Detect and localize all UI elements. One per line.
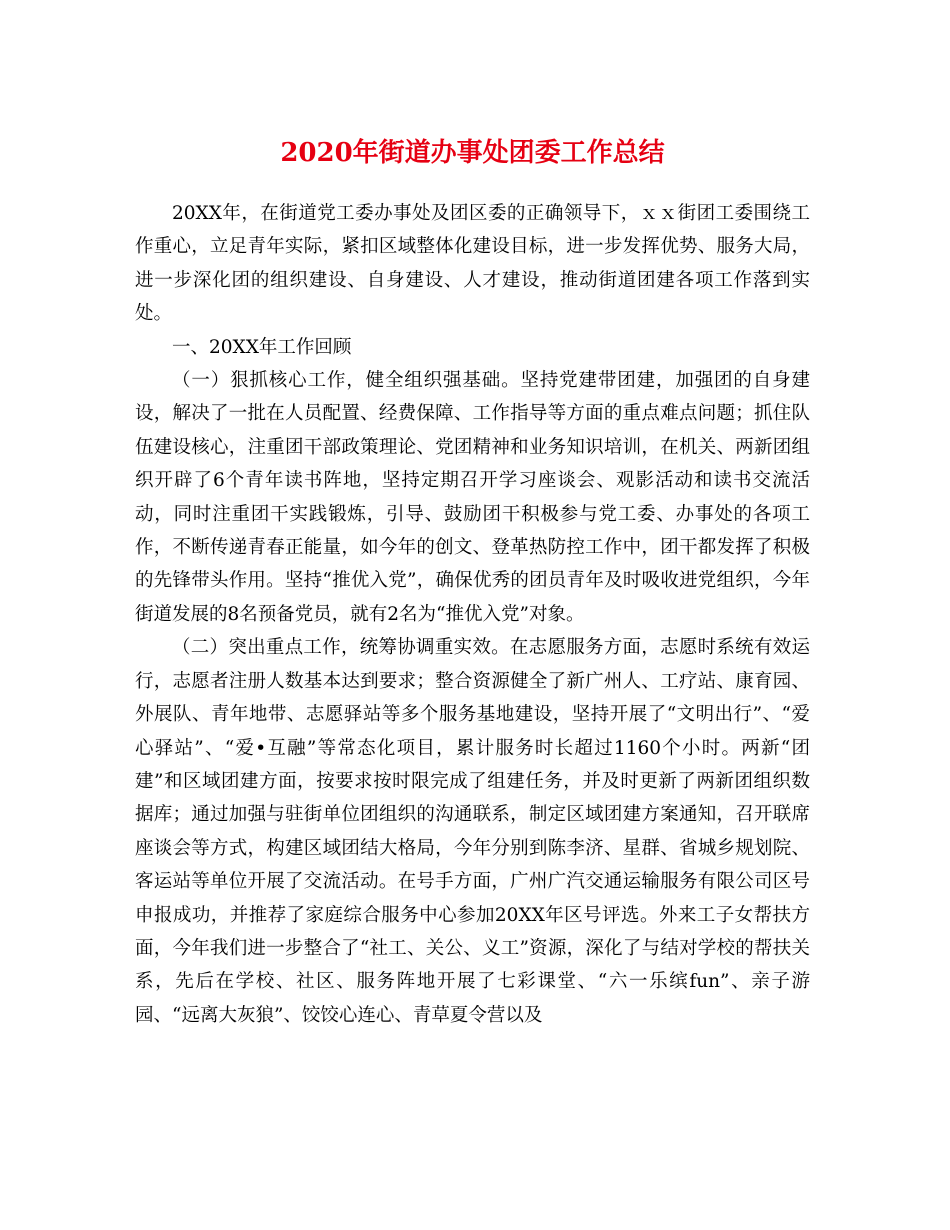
section-heading: 一、20XX年工作回顾: [172, 336, 352, 358]
document-title: 2020年街道办事处团委工作总结: [280, 138, 665, 168]
section-2-paragraph: （二）突出重点工作，统筹协调重实效。在志愿服务方面，志愿时系统有效运行，志愿者注册人数基本达到要求；整合资源健全了新广州人、工疗站、康育园、外展队、青年地带、志愿驿站等多个服务基地建设，坚持开展了“文明出行”、“爱心驿站”、“爱•互融”等常态化项目，累计服务时长超过1160个小时。两新“团建”和区域团建方面，按要求按时限完成了组建任务，并及时更新了两新团组织数据库；通过加强与驻街单位团组织的沟通联系，制定区域团建方案通知，召开联席座谈会等方式，构建区域团结大格局，今年分别到陈李济、星群、省城乡规划院、客运站等单位开展了交流活动。在号手方面，广州广汽交通运输服务有限公司区号申报成功，并推荐了家庭综合服务中心参加20XX年区号评选。外来工子女帮扶方面，今年我们进一步整合了“社工、关公、义工”资源，深化了与结对学校的帮扶关系，先后在学校、社区、服务阵地开展了七彩课堂、“六一乐缤fun”、亲子游园、“远离大灰狼”、饺饺心连心、青草夏令营以及: [135, 637, 810, 1026]
intro-paragraph: 20XX年，在街道党工委办事处及团区委的正确领导下，ｘｘ街团工委围绕工作重心，立足青年实际，紧扣区域整体化建设目标，进一步发挥优势、服务大局，进一步深化团的组织建设、自身建设、人才建设，推动街道团建各项工作落到实处。: [135, 203, 810, 325]
section-1-paragraph: （一）狠抓核心工作，健全组织强基础。坚持党建带团建，加强团的自身建设，解决了一批在人员配置、经费保障、工作指导等方面的重点难点问题；抓住队伍建设核心，注重团干部政策理论、党团精神和业务知识培训，在机关、两新团组织开辟了6个青年读书阵地，坚持定期召开学习座谈会、观影活动和读书交流活动，同时注重团干实践锻炼，引导、鼓励团干积极参与党工委、办事处的各项工作，不断传递青春正能量，如今年的创文、登革热防控工作中，团干都发挥了积极的先锋带头作用。坚持“推优入党”，确保优秀的团员青年及时吸收进党组织，今年街道发展的8名预备党员，就有2名为“推优入党”对象。: [135, 370, 810, 625]
document-body: [135, 197, 810, 1032]
